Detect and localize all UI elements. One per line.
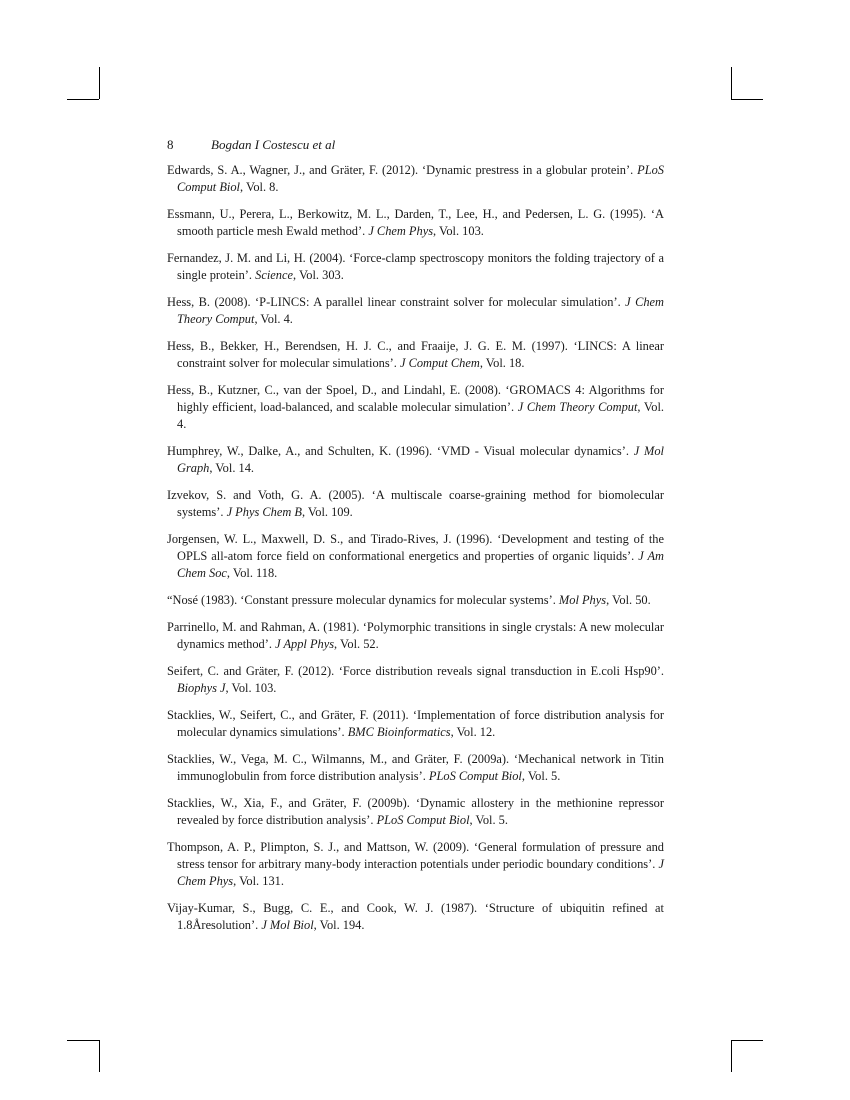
running-header (167, 137, 335, 153)
crop-mark (67, 99, 99, 100)
reference-journal: J Chem Theory Comput (517, 400, 638, 414)
reference-journal: J Comput Chem (399, 356, 480, 370)
reference-item (167, 663, 664, 697)
reference-item (167, 839, 664, 890)
reference-volume: , Vol. 52. (334, 637, 379, 651)
reference-text: Hess, B., Bekker, H., Berendsen, H. J. C., and Fraaije, J. G. E. M. (1997). ‘LINCS: A linear constraint solver for molecular simulations’. (167, 339, 664, 370)
reference-item (167, 338, 664, 372)
crop-mark (731, 1040, 732, 1072)
reference-text: Hess, B., Kutzner, C., van der Spoel, D., and Lindahl, E. (2008). ‘GROMACS 4: Algorithms for highly efficient, load-balanced, and scalable molecular simulation’. (167, 383, 664, 414)
reference-journal: J Am Chem Soc (177, 549, 665, 580)
reference-volume: , Vol. 103. (433, 224, 484, 238)
reference-item (167, 206, 664, 240)
crop-mark (731, 67, 732, 99)
page-number: 8 (167, 137, 174, 152)
crop-mark (67, 1040, 99, 1041)
reference-journal: PLoS Comput Biol (428, 769, 522, 783)
reference-item (167, 707, 664, 741)
reference-item (167, 382, 664, 433)
reference-journal: J Mol Graph (177, 444, 664, 475)
reference-volume: , Vol. 118. (226, 566, 278, 580)
reference-text: Essmann, U., Perera, L., Berkowitz, M. L., Darden, T., Lee, H., and Pedersen, L. G. (1995). ‘A smooth particle mesh Ewald method’. (167, 207, 664, 238)
reference-text: Seifert, C. and Gräter, F. (2012). ‘Force distribution reveals signal transduction in E.coli Hsp90’. (167, 664, 664, 678)
reference-item (167, 294, 664, 328)
reference-journal: J Chem Theory Comput (177, 295, 664, 326)
reference-text: Humphrey, W., Dalke, A., and Schulten, K. (1996). ‘VMD - Visual molecular dynamics’. (167, 444, 634, 458)
reference-item (167, 443, 664, 477)
reference-text: Stacklies, W., Vega, M. C., Wilmanns, M., and Gräter, F. (2009a). ‘Mechanical network in Titin immunoglobulin from force distribution analysis’. (167, 752, 664, 783)
reference-item (167, 751, 664, 785)
reference-volume: , Vol. 4. (177, 400, 665, 431)
reference-text: Stacklies, W., Seifert, C., and Gräter, F. (2011). ‘Implementation of force distribution analysis for molecular dynamics simulations’. (167, 708, 664, 739)
reference-item (167, 162, 664, 196)
reference-volume: , Vol. 18. (479, 356, 525, 370)
reference-text: Thompson, A. P., Plimpton, S. J., and Mattson, W. (2009). ‘General formulation of pressure and stress tensor for arbitrary many-body interaction potentials under periodic boundary conditions’. (167, 840, 664, 871)
reference-text: Stacklies, W., Xia, F., and Gräter, F. (2009b). ‘Dynamic allostery in the methionine repressor revealed by force distribution analysis’. (167, 796, 664, 827)
reference-volume: , Vol. 194. (313, 918, 365, 932)
crop-mark (99, 67, 100, 99)
reference-journal: PLoS Comput Biol (177, 163, 664, 194)
reference-item (167, 619, 664, 653)
reference-text: Izvekov, S. and Voth, G. A. (2005). ‘A multiscale coarse-graining method for biomolecular systems’. (167, 488, 664, 519)
reference-journal: BMC Bioinformatics (347, 725, 451, 739)
crop-mark (731, 1040, 763, 1041)
reference-item (167, 487, 664, 521)
reference-journal: J Chem Phys (368, 224, 434, 238)
reference-text: Jorgensen, W. L., Maxwell, D. S., and Tirado-Rives, J. (1996). ‘Development and testing of the OPLS all-atom force field on conformational energetics and properties of organic liquids’. (167, 532, 664, 563)
reference-volume: , Vol. 8. (240, 180, 279, 194)
reference-text: Edwards, S. A., Wagner, J., and Gräter, F. (2012). ‘Dynamic prestress in a globular protein’. (167, 163, 638, 177)
reference-item (167, 592, 664, 609)
reference-journal: Mol Phys (558, 593, 607, 607)
reference-item (167, 531, 664, 582)
reference-text: “Nosé (1983). ‘Constant pressure molecular dynamics for molecular systems’. (167, 593, 559, 607)
reference-volume: , Vol. 5. (521, 769, 561, 783)
reference-journal: Science (255, 268, 293, 282)
reference-journal: J Mol Biol (261, 918, 314, 932)
reference-journal: Biophys J (177, 681, 226, 695)
crop-mark (731, 99, 763, 100)
reference-volume: , Vol. 5. (469, 813, 508, 827)
running-authors: Bogdan I Costescu et al (211, 137, 336, 152)
reference-volume: , Vol. 109. (301, 505, 353, 519)
reference-text: Parrinello, M. and Rahman, A. (1981). ‘Polymorphic transitions in single crystals: A new molecular dynamics method’. (167, 620, 664, 651)
reference-volume: , Vol. 303. (292, 268, 344, 282)
reference-text: Vijay-Kumar, S., Bugg, C. E., and Cook, W. J. (1987). ‘Structure of ubiquitin refined at 1.8Åresolution’. (167, 901, 664, 932)
reference-item (167, 795, 664, 829)
reference-volume: , Vol. 4. (254, 312, 293, 326)
reference-volume: , Vol. 14. (209, 461, 255, 475)
reference-text: Hess, B. (2008). ‘P-LINCS: A parallel linear constraint solver for molecular simulation’. (167, 295, 626, 309)
reference-volume: , Vol. 131. (233, 874, 284, 888)
reference-volume: , Vol. 50. (606, 593, 651, 607)
reference-journal: J Appl Phys (275, 637, 335, 651)
reference-text: Fernandez, J. M. and Li, H. (2004). ‘Force-clamp spectroscopy monitors the folding trajectory of a single protein’. (167, 251, 664, 282)
reference-item (167, 250, 664, 284)
reference-list (167, 162, 664, 944)
crop-mark (99, 1040, 100, 1072)
reference-volume: , Vol. 103. (225, 681, 277, 695)
reference-journal: J Phys Chem B (226, 505, 302, 519)
reference-journal: J Chem Phys (177, 857, 664, 888)
reference-item (167, 900, 664, 934)
reference-volume: , Vol. 12. (450, 725, 496, 739)
reference-journal: PLoS Comput Biol (376, 813, 470, 827)
